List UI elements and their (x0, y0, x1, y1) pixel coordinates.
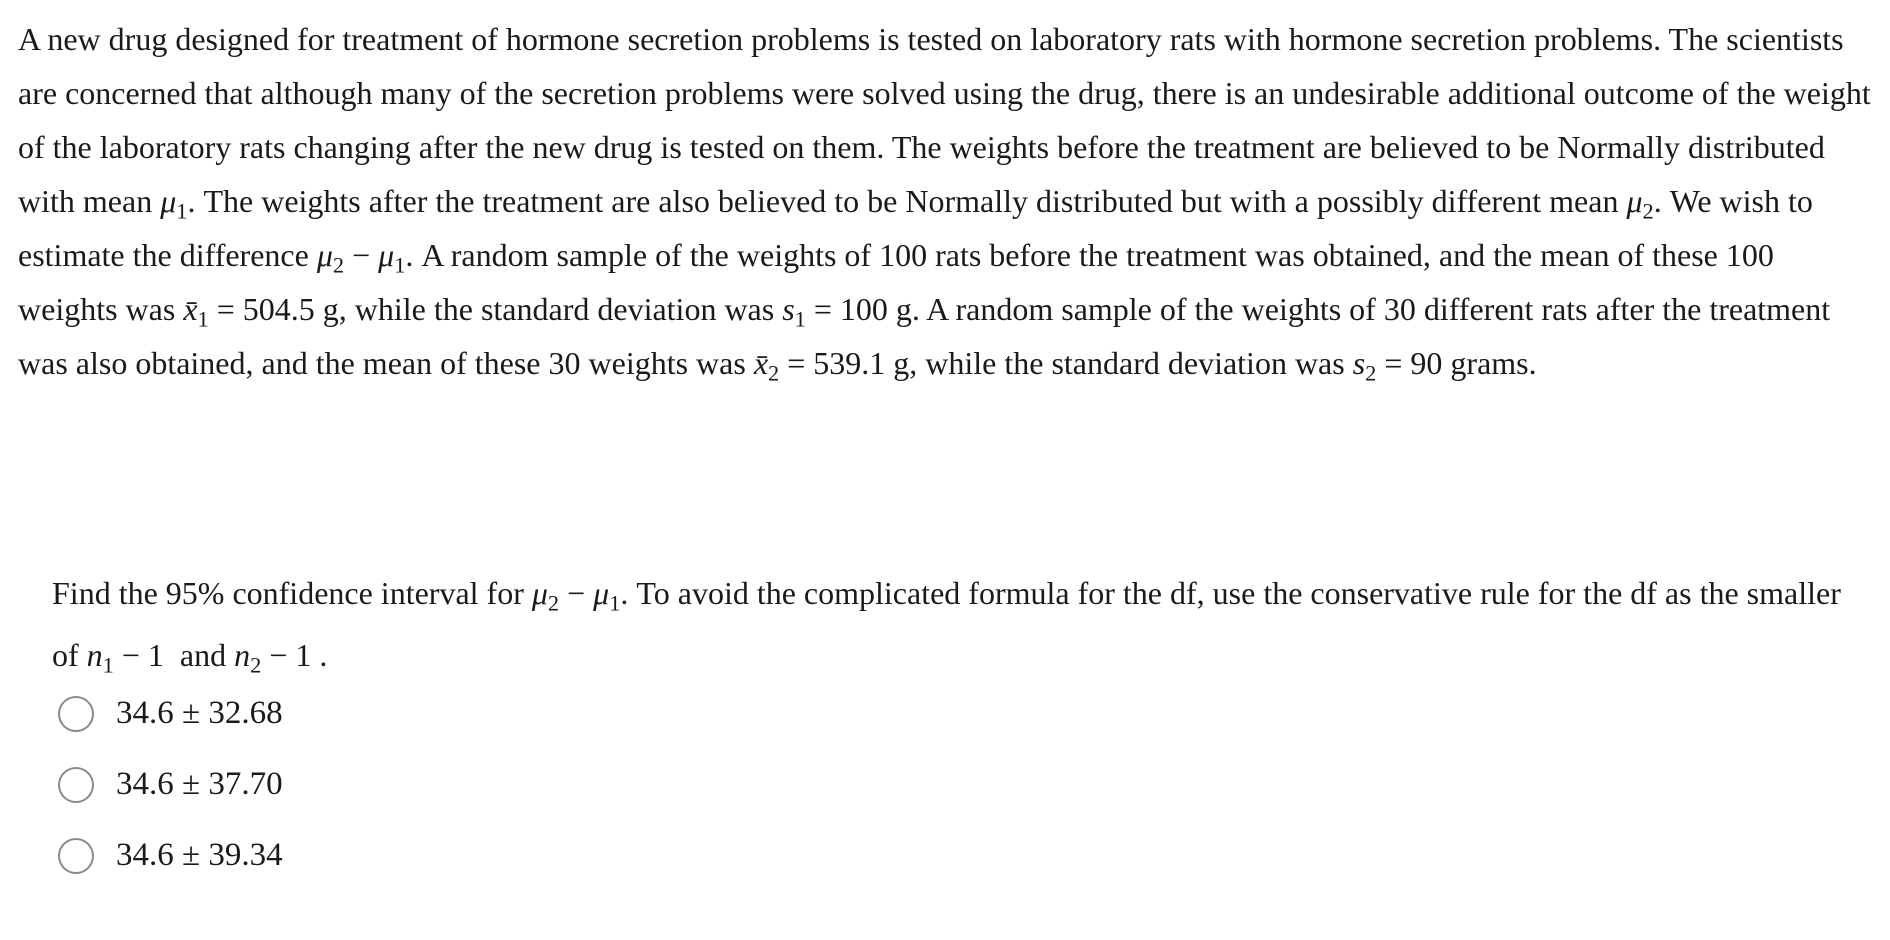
math-n1-minus-1: $n_1 - 1$ (86, 637, 164, 678)
radio-button[interactable] (58, 838, 94, 874)
math-mu2-minus-mu1: $\mu_2 - \mu_1$ (316, 237, 406, 278)
math-mu1: $\mu_1$ (160, 183, 188, 224)
answer-option-label: 34.6 ± 32.68 (116, 695, 283, 731)
answer-options (58, 678, 283, 891)
math-n2-minus-1: $n_2 - 1$ (234, 637, 312, 678)
radio-button[interactable] (58, 696, 94, 732)
math-s1: $s_1$ = (782, 291, 832, 332)
problem-statement: A new drug designed for treatment of hormone secretion problems is tested on laboratory rats with hormone secretion problems. The scientists are concerned that although many of the secretion problems were solved using the drug, there is an undesirable additional outcome of the weight of the laboratory rats changing after the new drug is tested on them. The weights before the treatment are believed to be Normally distributed with mean $\mu_1$. The weights after the treatment are also believed to be Normally distributed but with a possibly different mean $\mu_2$. We wish to estimate the difference $\mu_2 - \mu_1$. A random sample of the weights of 100 rats before the treatment was obtained, and the mean of these 100 weights was $x̄_1 = 504.5$ g, while the standard deviation was $s_1 = 100$ g. A random sample of the weights of 30 different rats after the treatment was also obtained, and the mean of these 30 weights was $x̄_2 = 539.1$ g, while the standard deviation was $s_2 = 90$ grams. (18, 21, 1871, 386)
answer-option-label: 34.6 ± 37.70 (116, 766, 283, 802)
math-s2: $s_2$ = (1352, 345, 1403, 386)
math-xbar1: $x̄_1$ = (183, 291, 235, 332)
math-mu2: $\mu_2$ (1626, 183, 1654, 224)
answer-option-3[interactable] (58, 820, 283, 891)
radio-button[interactable] (58, 767, 94, 803)
math-xbar2: $x̄_2$ = (753, 345, 806, 386)
answer-option-label: 34.6 ± 39.34 (116, 837, 283, 873)
math-mu2-minus-mu1-q: $\mu_2 - \mu_1$ (531, 575, 621, 616)
answer-option-1[interactable] (58, 678, 283, 749)
question-prompt: Find the 95% confidence interval for $\mu_2 - \mu_1$. To avoid the complicated formula for the df, use the conservative rule for the df as the smaller of $n_1 - 1$ and $n_2 - 1$ . (52, 575, 1841, 678)
answer-option-2[interactable] (58, 749, 283, 820)
